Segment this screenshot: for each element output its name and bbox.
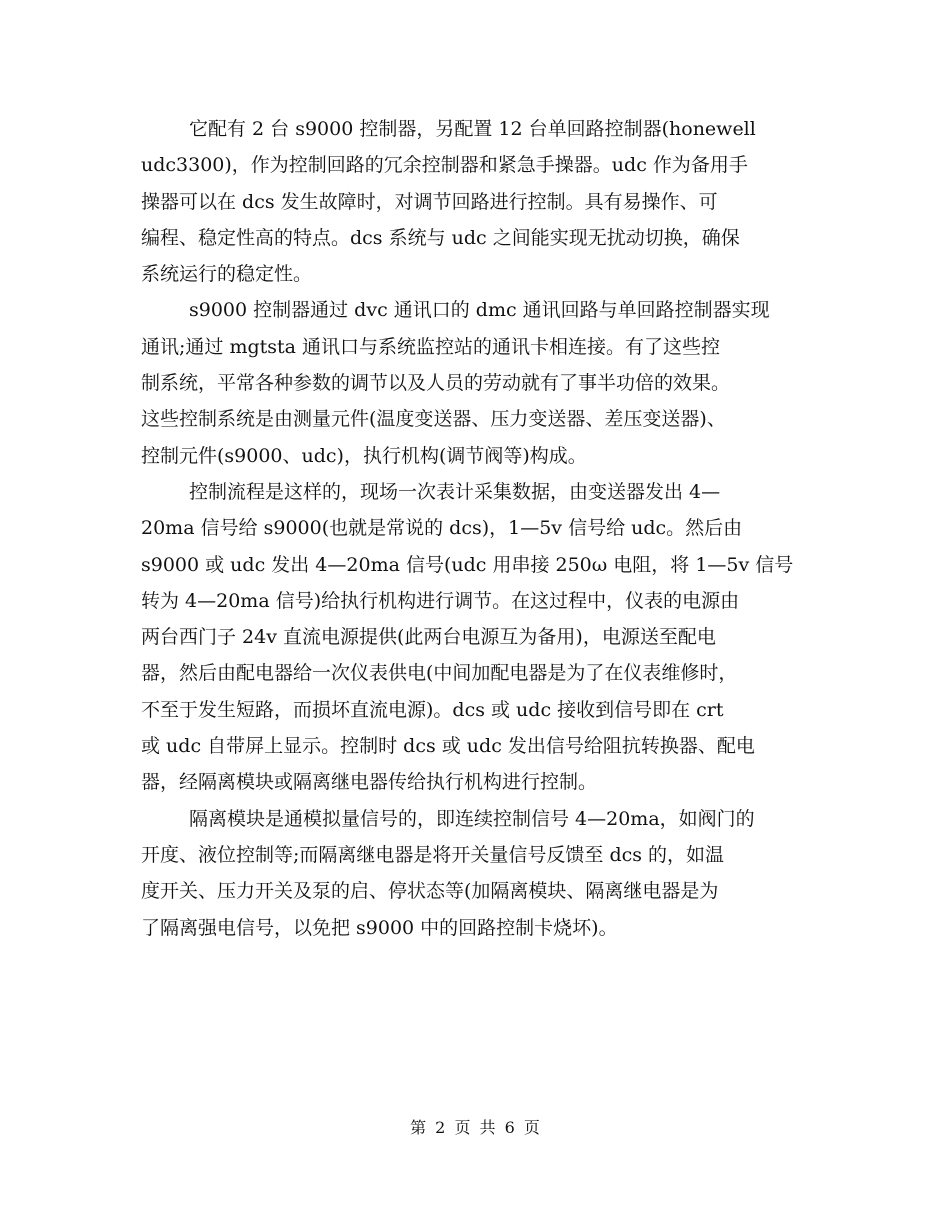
paragraph-line: 控制流程是这样的，现场一次表计采集数据，由变送器发出 4— xyxy=(189,480,721,503)
paragraph-line: s9000 控制器通过 dvc 通讯口的 dmc 通讯回路与单回路控制器实现 xyxy=(189,299,770,322)
paragraph-line: 通讯;通过 mgtsta 通讯口与系统监控站的通讯卡相连接。有了这些控 xyxy=(141,335,721,358)
paragraph-line: 系统运行的稳定性。 xyxy=(141,263,313,286)
paragraph-line: 器，经隔离模块或隔离继电器传给执行机构进行控制。 xyxy=(141,771,598,794)
paragraph-line: 了隔离强电信号，以免把 s9000 中的回路控制卡烧坏)。 xyxy=(141,916,618,939)
paragraph-line: 不至于发生短路，而损坏直流电源)。dcs 或 udc 接收到信号即在 crt xyxy=(141,698,724,721)
paragraph-line: udc3300)，作为控制回路的冗余控制器和紧急手操器。udc 作为备用手 xyxy=(141,154,748,177)
paragraph-line: 制系统，平常各种参数的调节以及人员的劳动就有了事半功倍的效果。 xyxy=(141,372,731,395)
paragraph-line: 编程、稳定性高的特点。dcs 系统与 udc 之间能实现无扰动切换，确保 xyxy=(141,226,740,249)
paragraph-line: 隔离模块是通模拟量信号的，即连续控制信号 4—20ma，如阀门的 xyxy=(189,807,755,830)
paragraph-line: 或 udc 自带屏上显示。控制时 dcs 或 udc 发出信号给阻抗转换器、配电 xyxy=(141,735,755,758)
paragraph-2 xyxy=(141,292,813,473)
document-body xyxy=(141,111,813,946)
paragraph-line: 器，然后由配电器给一次仪表供电(中间加配电器是为了在仪表维修时， xyxy=(141,662,738,685)
paragraph-3 xyxy=(141,474,813,801)
paragraph-4 xyxy=(141,801,813,946)
paragraph-line: 开度、液位控制等;而隔离继电器是将开关量信号反馈至 dcs 的，如温 xyxy=(141,843,725,866)
paragraph-line: s9000 或 udc 发出 4—20ma 信号(udc 用串接 250ω 电阻，将 1—5v 信号 xyxy=(141,553,794,576)
paragraph-line: 两台西门子 24v 直流电源提供(此两台电源互为备用)，电源送至配电 xyxy=(141,626,716,649)
paragraph-line: 它配有 2 台 s9000 控制器，另配置 12 台单回路控制器(honewell xyxy=(189,118,756,140)
paragraph-line: 这些控制系统是由测量元件(温度变送器、压力变送器、差压变送器)、 xyxy=(141,408,726,431)
paragraph-line: 20ma 信号给 s9000(也就是常说的 dcs)，1—5v 信号给 udc。然后由 xyxy=(141,517,743,540)
paragraph-line: 控制元件(s9000、udc)，执行机构(调节阀等)构成。 xyxy=(141,444,587,467)
page-number-footer: 第 2 页 共 6 页 xyxy=(410,1118,540,1137)
paragraph-line: 转为 4—20ma 信号)给执行机构进行调节。在这过程中，仪表的电源由 xyxy=(141,589,740,612)
paragraph-line: 度开关、压力开关及泵的启、停状态等(加隔离模块、隔离继电器是为 xyxy=(141,880,719,903)
paragraph-line: 操器可以在 dcs 发生故障时，对调节回路进行控制。具有易操作、可 xyxy=(141,190,718,213)
paragraph-1 xyxy=(141,111,813,292)
